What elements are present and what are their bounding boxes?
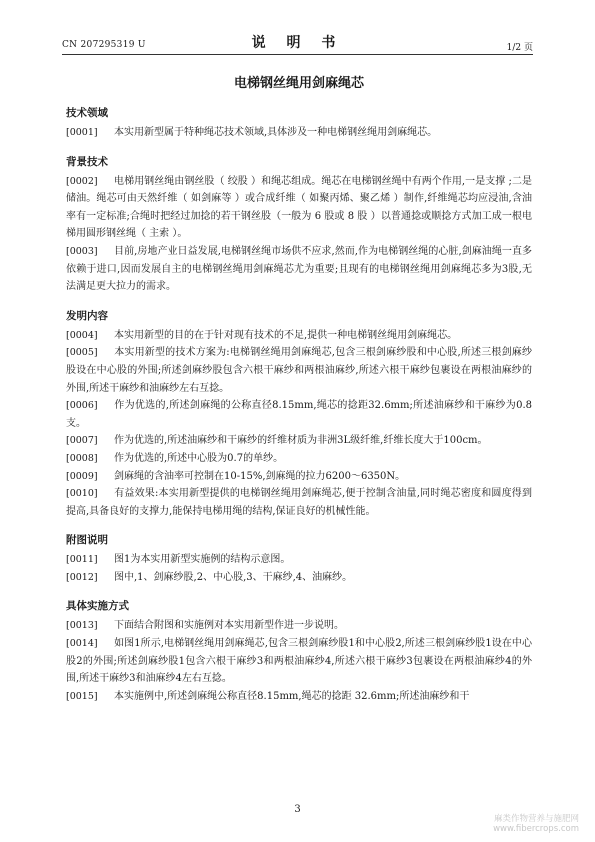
paragraph-text: 作为优选的,所述中心股为0.7的单纱。 [114,452,284,464]
paragraph [66,344,532,397]
paragraph-number: [0006] [66,400,98,412]
paragraph-text: 作为优选的,所述剑麻绳的公称直径8.15mm,绳芯的捻距32.6mm;所述油麻纱和干麻纱为0.8支。 [66,400,532,429]
document-type-label: 说 明 书 [251,35,344,51]
paragraph-number: [0015] [66,690,98,702]
paragraph [66,688,532,706]
paragraph [66,397,532,432]
header-rule [62,54,533,55]
paragraph-text: 图中,1、剑麻纱股,2、中心股,3、干麻纱,4、油麻纱。 [114,571,353,583]
paragraph-number: [0004] [66,329,98,341]
paragraph-number: [0012] [66,571,98,583]
paragraph-text: 本实用新型的技术方案为:电梯钢丝绳用剑麻绳芯,包含三根剑麻纱股和中心股,所述三根剑麻纱股设在中心股的外围;所述剑麻纱股包含六根干麻纱和两根油麻纱,所述六根干麻纱包裹设在两根油麻纱的外围,所述干麻纱和油麻纱左右互捻。 [66,347,532,394]
sections-container [66,105,532,705]
paragraph-number: [0003] [66,245,98,257]
paragraph-number: [0013] [66,620,98,632]
paragraph-text: 图1为本实用新型实施例的结构示意图。 [114,554,291,566]
document-body [66,68,532,705]
paragraph [66,243,532,296]
paragraph-text: 本实用新型的目的在于针对现有技术的不足,提供一种电梯钢丝绳用剑麻绳芯。 [114,329,458,341]
paragraph-text: 有益效果:本实用新型提供的电梯钢丝绳用剑麻绳芯,便于控制含油量,同时绳芯密度和圆度得到提高,具备良好的支撑力,能保持电梯用绳的结构,保证良好的机械性能。 [66,488,532,517]
section [66,532,532,586]
paragraph-text: 电梯用钢丝绳由钢丝股（ 绞股 ）和绳芯组成。绳芯在电梯钢丝绳中有两个作用,一是支撑 ;二是储油。绳芯可由天然纤维（ 如剑麻等 ）或合成纤维（ 如聚丙烯、聚乙烯 ）制作,纤维绳芯均应浸油,含油率有一定标准;合绳时把经过加捻的若干钢丝股（一般为 6 股或 8 股 ）以普通捻或顺捻方式加工成一根电梯用圆形钢丝绳（ 主索 ）。 [66,175,532,240]
section-heading: 背景技术 [66,155,108,168]
paragraph-number: [0001] [66,127,98,138]
paragraph-text: 下面结合附图和实施例对本实用新型作进一步说明。 [114,620,344,632]
section [66,154,532,296]
paragraph-number: [0007] [66,435,98,447]
paragraph [66,468,532,486]
document-title: 电梯钢丝绳用剑麻绳芯 [233,76,364,91]
paragraph-number: [0009] [66,470,98,482]
paragraph-text: 本实施例中,所述剑麻绳公称直径8.15mm,绳芯的捻距 32.6mm;所述油麻纱和干 [114,690,470,702]
section-heading: 具体实施方式 [66,600,129,613]
paragraph [66,450,532,468]
paragraph-text: 目前,房地产业日益发展,电梯钢丝绳市场供不应求,然而,作为电梯钢丝绳的心脏,剑麻油绳一直多依赖于进口,因而发展自主的电梯钢丝绳用剑麻绳芯尤为重要;且现有的电梯钢丝绳用剑麻绳芯多为3股,无法满足更大拉力的需求。 [66,245,532,293]
section-heading: 发明内容 [66,309,108,322]
paragraph [66,327,532,345]
page-indicator: 1/2 页 [506,43,533,53]
section [66,105,532,142]
paragraph-number: [0005] [66,347,98,359]
paragraph-number: [0008] [66,452,98,464]
paragraph-number: [0010] [66,488,98,500]
paragraph-text: 本实用新型属于特种绳芯技术领域,具体涉及一种电梯钢丝绳用剑麻绳芯。 [114,127,438,138]
watermark [493,812,579,834]
paragraph-number: [0011] [66,554,98,566]
section [66,308,532,521]
section-heading: 附图说明 [66,534,108,547]
page-number: 3 [294,804,301,815]
watermark-line-1: 麻类作物营养与施肥网 [493,814,579,824]
paragraph [66,124,532,142]
paragraph-text: 如图1所示,电梯钢丝绳用剑麻绳芯,包含三根剑麻纱股1和中心股2,所述三根剑麻纱股1设在中心股2的外围;所述剑麻纱股1包含六根干麻纱3和两根油麻纱4,所述六根干麻纱3包裹设在两根油麻纱4的外围,所述干麻纱3和油麻纱4左右互捻。 [66,638,532,685]
paragraph-text: 作为优选的,所述油麻纱和干麻纱的纤维材质为非洲3L级纤维,纤维长度大于100cm。 [114,435,488,447]
paragraph [66,173,532,243]
paragraph [66,635,532,688]
paragraph-number: [0014] [66,638,98,650]
page-header [0,30,595,54]
paragraph [66,617,532,635]
paragraph-number: [0002] [66,175,98,187]
section [66,598,532,705]
paragraph [66,432,532,450]
paragraph [66,569,532,587]
watermark-line-2: www.fibercrops.com [493,824,579,834]
paragraph [66,485,532,520]
paragraph [66,551,532,569]
paragraph-text: 剑麻绳的含油率可控制在10-15%,剑麻绳的拉力6200～6350N。 [114,470,406,482]
section-heading: 技术领域 [66,107,108,119]
patent-number: CN 207295319 U [62,40,146,50]
